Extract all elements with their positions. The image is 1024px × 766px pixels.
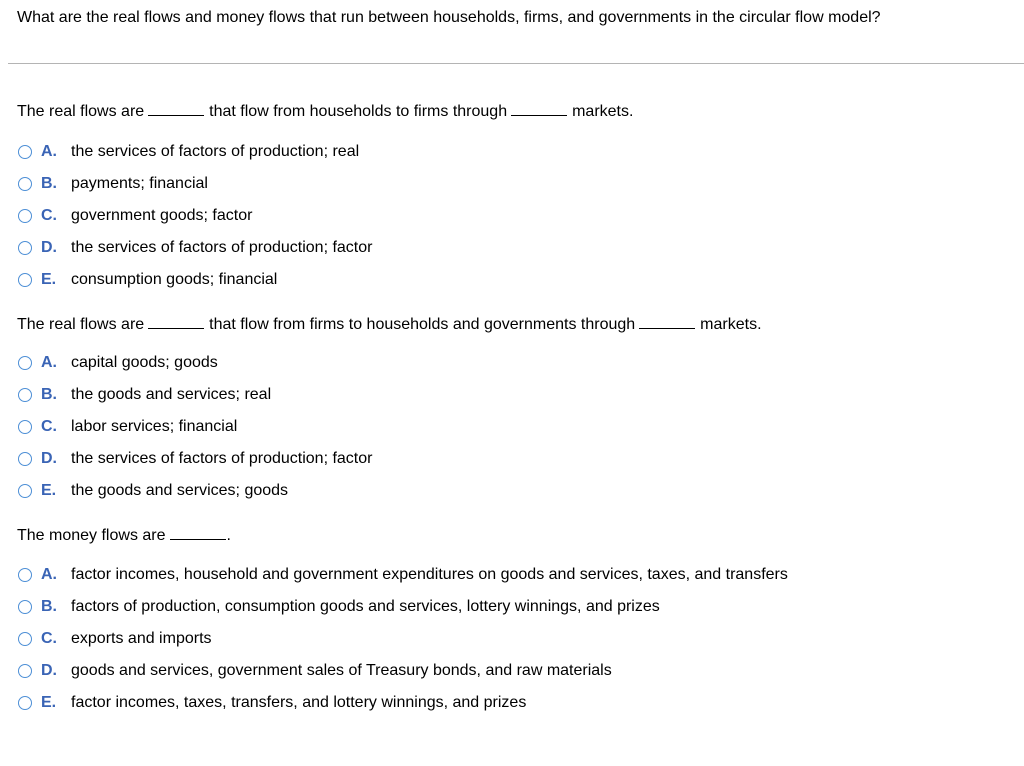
radio-button[interactable]: [18, 600, 32, 614]
q1-option-c[interactable]: [18, 200, 372, 232]
radio-button[interactable]: [18, 484, 32, 498]
q3-option-a[interactable]: [18, 559, 788, 591]
radio-button[interactable]: [18, 452, 32, 466]
q1-blank-2: [511, 100, 567, 116]
q3-prompt-start: The money flows are: [17, 527, 166, 544]
option-letter: C.: [41, 418, 57, 435]
option-text: the services of factors of production; real: [71, 143, 360, 160]
option-letter: B.: [41, 175, 57, 192]
q2-blank-1: [148, 313, 204, 329]
q2-prompt-start: The real flows are: [17, 316, 145, 333]
radio-button[interactable]: [18, 568, 32, 582]
radio-button[interactable]: [18, 145, 32, 159]
radio-button[interactable]: [18, 664, 32, 678]
option-text: factor incomes, taxes, transfers, and lottery winnings, and prizes: [71, 694, 527, 711]
q3-options: [18, 559, 788, 719]
option-letter: D.: [41, 450, 57, 467]
q1-blank-1: [148, 100, 204, 116]
option-letter: E.: [41, 482, 57, 499]
option-text: capital goods; goods: [71, 354, 218, 371]
option-text: the services of factors of production; factor: [71, 239, 373, 256]
option-text: the goods and services; real: [71, 386, 272, 403]
q2-prompt-end: markets.: [700, 316, 762, 333]
radio-button[interactable]: [18, 241, 32, 255]
option-text: labor services; financial: [71, 418, 238, 435]
q2-option-c[interactable]: [18, 411, 372, 443]
divider: [8, 63, 1024, 64]
option-letter: A.: [41, 143, 57, 160]
q3-blank-1: [170, 524, 226, 540]
q3-option-e[interactable]: [18, 687, 788, 719]
q2-option-a[interactable]: [18, 347, 372, 379]
q1-prompt-end: markets.: [572, 103, 634, 120]
radio-button[interactable]: [18, 209, 32, 223]
radio-button[interactable]: [18, 273, 32, 287]
radio-button[interactable]: [18, 356, 32, 370]
q1-prompt-start: The real flows are: [17, 103, 145, 120]
radio-button[interactable]: [18, 177, 32, 191]
q2-prompt-middle: that flow from firms to households and governments through: [209, 316, 636, 333]
q3-prompt-end: .: [226, 527, 231, 544]
option-text: exports and imports: [71, 630, 212, 647]
q1-option-d[interactable]: [18, 232, 372, 264]
option-letter: D.: [41, 239, 57, 256]
option-text: factors of production, consumption goods and services, lottery winnings, and prizes: [71, 598, 660, 615]
option-letter: B.: [41, 386, 57, 403]
option-letter: C.: [41, 630, 57, 647]
q3-prompt: [17, 524, 231, 546]
q1-prompt: [17, 100, 633, 122]
option-text: factor incomes, household and government expenditures on goods and services, taxes, and transfers: [71, 566, 788, 583]
q2-option-d[interactable]: [18, 443, 372, 475]
q1-option-a[interactable]: [18, 136, 372, 168]
q2-prompt: [17, 313, 762, 335]
option-letter: E.: [41, 694, 57, 711]
option-letter: A.: [41, 354, 57, 371]
option-text: the goods and services; goods: [71, 482, 289, 499]
option-letter: D.: [41, 662, 57, 679]
q2-blank-2: [639, 313, 695, 329]
option-text: payments; financial: [71, 175, 208, 192]
q2-options: [18, 347, 372, 507]
q2-option-e[interactable]: [18, 475, 372, 507]
q3-option-b[interactable]: [18, 591, 788, 623]
option-text: consumption goods; financial: [71, 271, 278, 288]
q3-option-c[interactable]: [18, 623, 788, 655]
q1-option-e[interactable]: [18, 264, 372, 296]
option-text: goods and services, government sales of Treasury bonds, and raw materials: [71, 662, 612, 679]
option-letter: C.: [41, 207, 57, 224]
q1-prompt-middle: that flow from households to firms through: [209, 103, 508, 120]
question-text: What are the real flows and money flows that run between households, firms, and governments in the circular flow model?: [17, 9, 881, 26]
q3-option-d[interactable]: [18, 655, 788, 687]
q1-option-b[interactable]: [18, 168, 372, 200]
q2-option-b[interactable]: [18, 379, 372, 411]
option-text: government goods; factor: [71, 207, 253, 224]
radio-button[interactable]: [18, 632, 32, 646]
radio-button[interactable]: [18, 388, 32, 402]
radio-button[interactable]: [18, 420, 32, 434]
option-letter: B.: [41, 598, 57, 615]
option-letter: A.: [41, 566, 57, 583]
option-letter: E.: [41, 271, 57, 288]
q1-options: [18, 136, 372, 296]
option-text: the services of factors of production; factor: [71, 450, 373, 467]
radio-button[interactable]: [18, 696, 32, 710]
